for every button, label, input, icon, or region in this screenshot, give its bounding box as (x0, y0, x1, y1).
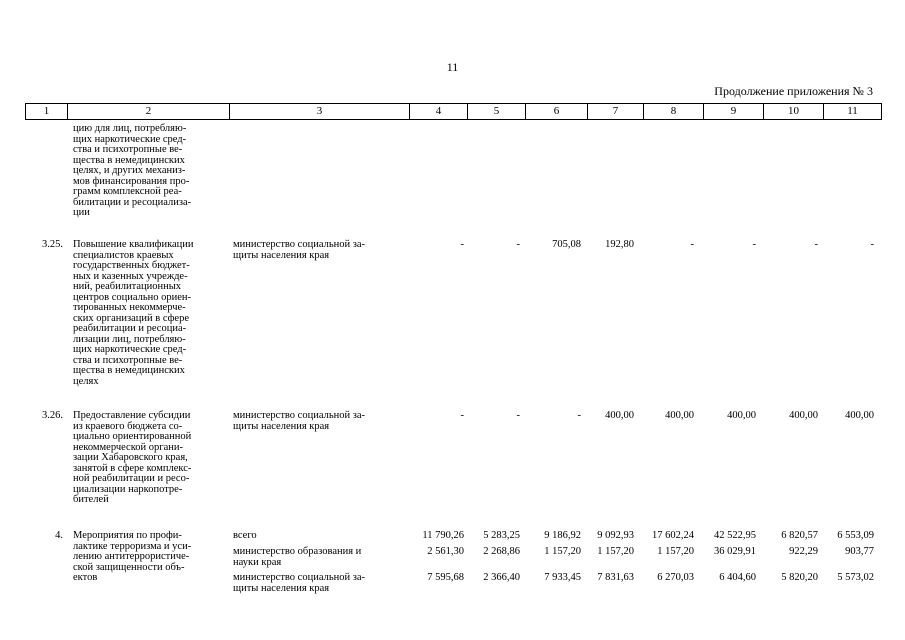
measure-name-line: Предоставление субсидии (73, 410, 191, 421)
col-header-2: 2 (68, 104, 230, 120)
value-cell: 7 933,45 (544, 572, 581, 583)
value-cell: 400,00 (845, 410, 874, 421)
col-header-7: 7 (588, 104, 644, 120)
value-cell: 1 157,20 (544, 546, 581, 557)
value-cell: 1 157,20 (657, 546, 694, 557)
value-cell: 400,00 (727, 410, 756, 421)
value-cell: - (814, 239, 818, 250)
measure-name-line: реабилитации и ресоциа- (73, 323, 187, 334)
measure-name (73, 531, 225, 584)
executor-name-line: щиты населения края (233, 582, 330, 594)
value-cell: 1 157,20 (597, 546, 634, 557)
value-cell: 903,77 (845, 546, 874, 557)
executor-name-line: всего (233, 530, 257, 541)
value-cell: 5 573,02 (837, 572, 874, 583)
executor-name-line: министерство социальной за- (233, 572, 366, 583)
column-number-header (25, 103, 882, 120)
measure-name-line: лактике терроризма и уси- (73, 540, 192, 552)
executor-name-line: министерство образования и (233, 546, 362, 557)
value-cell: - (460, 239, 464, 250)
value-cell: 6 553,09 (837, 530, 874, 541)
value-cell: 5 283,25 (483, 530, 520, 541)
continuation-note: Продолжение приложения № 3 (714, 84, 873, 98)
measure-name-line: бителей (73, 494, 109, 505)
measure-name-line: из краевого бюджета со- (73, 420, 183, 432)
measure-name-line: грамм комплексной реа- (73, 186, 182, 197)
value-cell: - (516, 239, 520, 250)
measure-name-line: лизации лиц, потребляю- (73, 333, 186, 345)
executor-name-line: щиты населения края (233, 249, 330, 261)
measure-name-line: Повышение квалификации (73, 239, 194, 250)
measure-name-line: билитации и ресоциализа- (73, 196, 192, 208)
executor-name (233, 531, 403, 542)
measure-name-line: щества в немедицинских (73, 154, 185, 166)
value-cell: - (516, 410, 520, 421)
measure-name (73, 411, 225, 506)
measure-name-line: целях (73, 375, 99, 387)
value-cell: 6 404,60 (719, 572, 756, 583)
executor-name-line: щиты населения края (233, 420, 330, 432)
measure-name-line: ции (73, 207, 90, 218)
value-cell: 922,29 (789, 546, 818, 557)
measure-name (73, 124, 225, 219)
measure-name-line: ства и психотропные ве- (73, 354, 183, 366)
measure-name-line: ектов (73, 572, 98, 583)
measure-name-line: ной реабилитации и ресо- (73, 473, 190, 484)
measure-name-line: ских организаций в сфере (73, 312, 189, 324)
measure-name-line: щих наркотические сред- (73, 133, 187, 145)
value-cell: 17 602,24 (652, 530, 694, 541)
measure-name-line: циально ориентированной (73, 431, 192, 442)
col-header-8: 8 (644, 104, 704, 120)
measure-name-line: Мероприятия по профи- (73, 530, 182, 541)
value-cell: 400,00 (665, 410, 694, 421)
col-header-9: 9 (704, 104, 764, 120)
col-header-11: 11 (824, 104, 882, 120)
value-cell: - (577, 410, 581, 421)
measure-name-line: циализации наркопотре- (73, 483, 183, 495)
measure-name (73, 240, 225, 387)
measure-name-line: государственных бюджет- (73, 260, 190, 271)
col-header-4: 4 (410, 104, 468, 120)
measure-name-line: лению антитеррористиче- (73, 551, 190, 562)
value-cell: - (752, 239, 756, 250)
value-cell: - (870, 239, 874, 250)
value-cell: 36 029,91 (714, 546, 756, 557)
measure-name-line: зации Хабаровского края, (73, 452, 188, 463)
measure-name-line: ства и психотропные ве- (73, 144, 183, 155)
executor-name (233, 573, 403, 594)
value-cell: 2 366,40 (483, 572, 520, 583)
value-cell: 6 820,57 (781, 530, 818, 541)
executor-name (233, 547, 403, 568)
value-cell: - (690, 239, 694, 250)
value-cell: 705,08 (552, 239, 581, 250)
executor-name-line: министерство социальной за- (233, 239, 366, 250)
value-cell: 7 831,63 (597, 572, 634, 583)
measure-name-line: цию для лиц, потребляю- (73, 123, 187, 134)
col-header-3: 3 (230, 104, 410, 120)
executor-name (233, 240, 403, 261)
measure-name-line: центров социально ориен- (73, 291, 192, 303)
measure-name-line: ний, реабилитационных (73, 281, 182, 292)
value-cell: - (460, 410, 464, 421)
value-cell: 2 561,30 (427, 546, 464, 557)
col-header-1: 1 (26, 104, 68, 120)
measure-name-line: щества в немедицинских (73, 365, 185, 376)
col-header-10: 10 (764, 104, 824, 120)
row-code: 4. (55, 530, 63, 541)
value-cell: 400,00 (789, 410, 818, 421)
measure-name-line: некоммерческой органи- (73, 441, 183, 453)
measure-name-line: целях, и других механиз- (73, 165, 186, 176)
value-cell: 6 270,03 (657, 572, 694, 583)
measure-name-line: щих наркотические сред- (73, 344, 187, 355)
measure-name-line: специалистов краевых (73, 249, 174, 261)
row-code: 3.26. (42, 410, 63, 421)
value-cell: 9 186,92 (544, 530, 581, 541)
measure-name-line: занятой в сфере комплекс- (73, 462, 192, 474)
executor-name-line: министерство социальной за- (233, 410, 366, 421)
value-cell: 9 092,93 (597, 530, 634, 541)
col-header-5: 5 (468, 104, 526, 120)
value-cell: 7 595,68 (427, 572, 464, 583)
value-cell: 400,00 (605, 410, 634, 421)
row-code: 3.25. (42, 239, 63, 250)
measure-name-line: тированных некоммерче- (73, 302, 186, 313)
value-cell: 2 268,86 (483, 546, 520, 557)
executor-name (233, 411, 403, 432)
page-number: 11 (446, 60, 459, 74)
value-cell: 192,80 (605, 239, 634, 250)
measure-name-line: ской защищенности объ- (73, 561, 185, 573)
value-cell: 11 790,26 (422, 530, 464, 541)
executor-name-line: науки края (233, 556, 282, 568)
value-cell: 42 522,95 (714, 530, 756, 541)
value-cell: 5 820,20 (781, 572, 818, 583)
measure-name-line: ных и казенных учрежде- (73, 270, 188, 282)
measure-name-line: мов финансирования про- (73, 175, 190, 187)
col-header-6: 6 (526, 104, 588, 120)
